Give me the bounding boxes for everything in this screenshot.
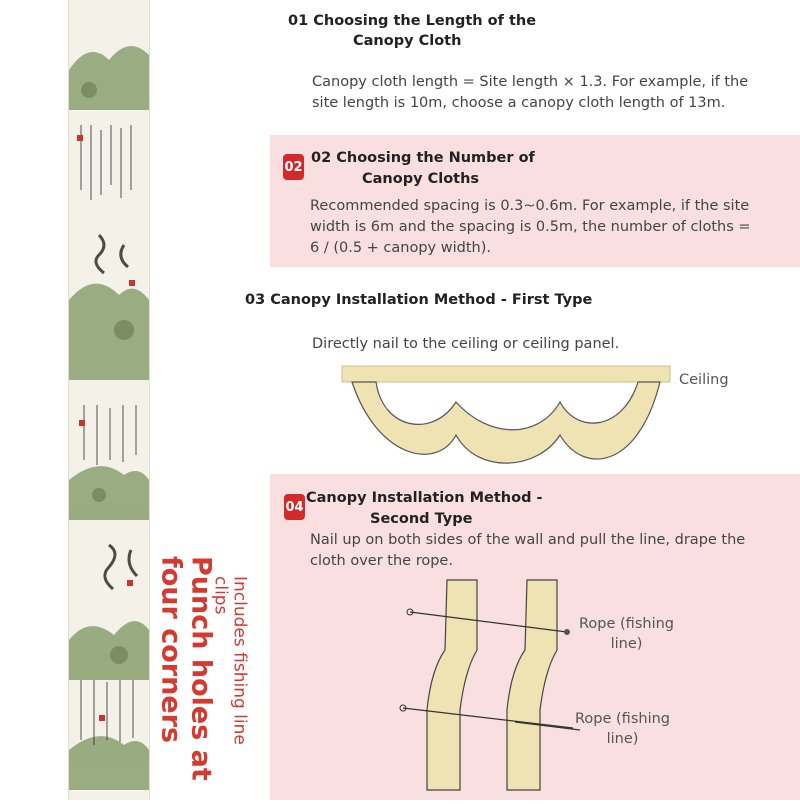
section-1-body-line2: site length is 10m, choose a canopy cloth length of 13m. <box>312 95 726 111</box>
punch-holes-line1: Punch holes at <box>185 556 217 781</box>
rope-label-2-line2: line) <box>606 731 639 747</box>
rope-label-2 <box>575 709 670 749</box>
ceiling-label: Ceiling <box>679 372 729 388</box>
section-3-title: 03 Canopy Installation Method - First Type <box>245 292 593 308</box>
section-1-title-line1: 01 Choosing the Length of the <box>288 13 537 29</box>
rope-label-1-line2: line) <box>610 636 643 652</box>
section-1-title-line2: Canopy Cloth <box>353 33 462 49</box>
rope-label-2-line1: Rope (fishing <box>575 711 670 727</box>
scroll-painting-icon <box>69 0 149 800</box>
swag-cloth <box>352 382 660 463</box>
ceiling-board <box>342 366 670 382</box>
left-cloth <box>427 580 477 790</box>
section-2-body-line1: Recommended spacing is 0.3~0.6m. For example, if the site <box>310 198 750 214</box>
rope-drape-diagram <box>395 570 585 800</box>
section-2-badge: 02 <box>283 154 304 180</box>
section-1-body-line1: Canopy cloth length = Site length × 1.3. For example, if the <box>312 74 749 90</box>
scroll-painting-strip <box>68 0 150 800</box>
punch-holes-line2: four corners <box>155 556 187 744</box>
section-3-body: Directly nail to the ceiling or ceiling panel. <box>312 336 620 352</box>
section-2-body-line3: 6 / (0.5 + canopy width). <box>310 240 491 256</box>
upper-rope-right-nail-icon <box>564 629 570 635</box>
right-cloth <box>507 580 557 790</box>
section-4-badge: 04 <box>284 494 305 520</box>
section-4-title-line2: Second Type <box>370 511 473 527</box>
section-4-title-line1: Canopy Installation Method - <box>306 490 543 506</box>
rope-label-1-line1: Rope (fishing <box>579 616 674 632</box>
section-2-title-line1: 02 Choosing the Number of <box>311 150 535 166</box>
clips-line2: clips <box>210 576 231 615</box>
clips-text <box>211 576 248 745</box>
section-2-title-line2: Canopy Cloths <box>362 171 480 187</box>
section-2-body-line2: width is 6m and the spacing is 0.5m, the number of cloths = <box>310 219 751 235</box>
ceiling-swag-diagram <box>338 360 678 472</box>
clips-line1: Includes fishing line <box>229 576 250 745</box>
section-4-body-line2: cloth over the rope. <box>310 553 453 569</box>
section-4-body-line1: Nail up on both sides of the wall and pull the line, drape the <box>310 532 746 548</box>
punch-holes-text <box>156 556 215 781</box>
rope-label-1 <box>579 614 674 654</box>
